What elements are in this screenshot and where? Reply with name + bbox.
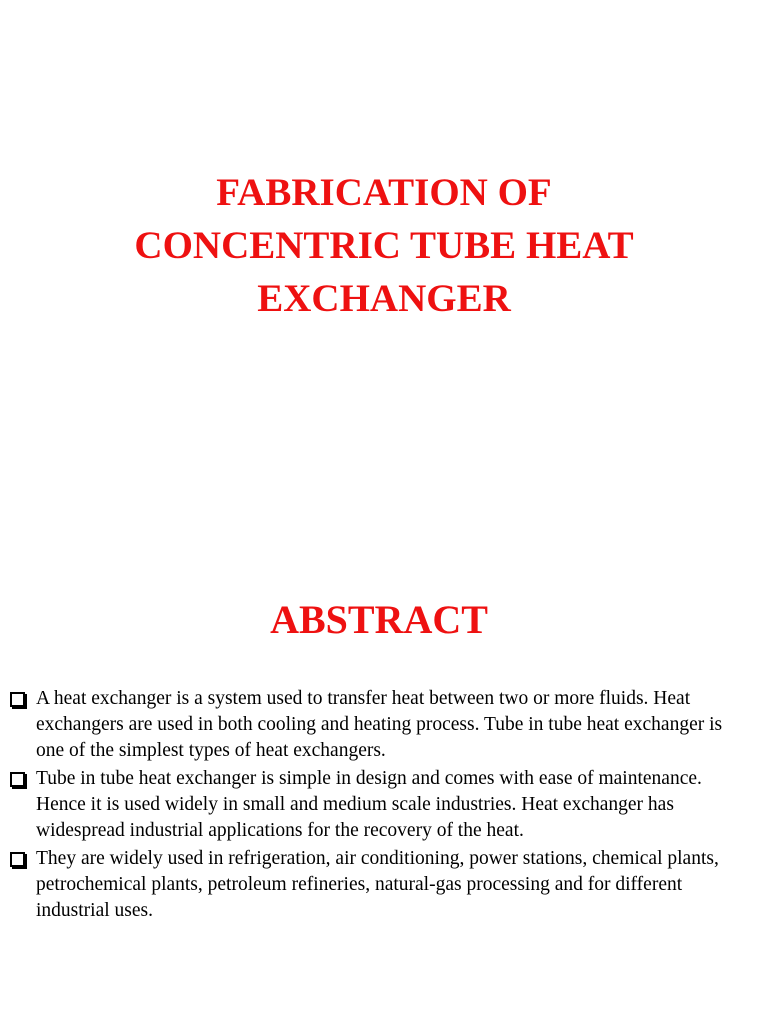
abstract-heading: ABSTRACT xyxy=(270,597,488,642)
title-line-3: EXCHANGER xyxy=(257,277,511,320)
bullet-text: They are widely used in refrigeration, air conditioning, power stations, chemical plants, petrochemical plants, petroleum refineries, natural-gas processing and for different industrial uses. xyxy=(36,848,719,921)
list-item xyxy=(8,766,738,844)
abstract-bullet-list xyxy=(8,686,738,926)
square-bullet-icon xyxy=(10,852,25,867)
bullet-text: A heat exchanger is a system used to transfer heat between two or more fluids. Heat exchangers are used in both cooling and heating process. Tube in tube heat exchanger is one of the simplest types of heat exchangers. xyxy=(36,688,723,761)
list-item xyxy=(8,846,738,924)
list-item xyxy=(8,686,738,764)
title-line-2: CONCENTRIC TUBE HEAT xyxy=(134,224,634,267)
bullet-text: Tube in tube heat exchanger is simple in design and comes with ease of maintenance. Hence it is used widely in small and medium scale industries. Heat exchanger has widespread industrial applications for the recovery of the heat. xyxy=(36,768,702,841)
document-title xyxy=(0,166,768,325)
square-bullet-icon xyxy=(10,692,25,707)
square-bullet-icon xyxy=(10,772,25,787)
title-line-1: FABRICATION OF xyxy=(216,171,552,214)
